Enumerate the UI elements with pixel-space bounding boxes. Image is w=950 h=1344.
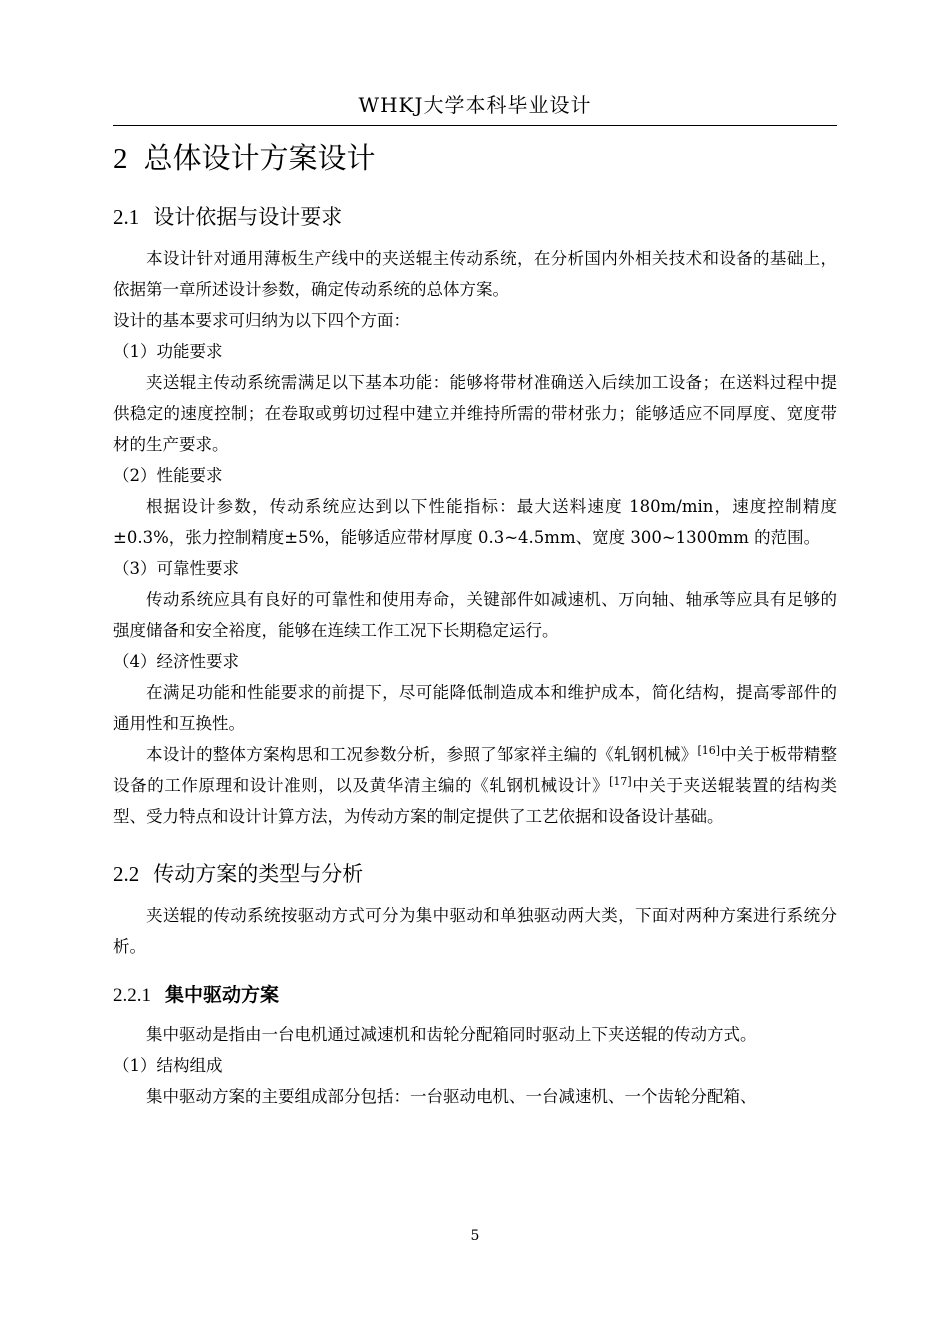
requirement-1-text: 夹送辊主传动系统需满足以下基本功能：能够将带材准确送入后续加工设备；在送料过程中提供稳定的速度控制；在卷取或剪切过程中建立并维持所需的带材张力；能够适应不同厚度、宽度带材的生产要求。 [113,373,837,454]
section-title: 设计依据与设计要求 [153,205,343,229]
paragraph-intro: 本设计针对通用薄板生产线中的夹送辊主传动系统，在分析国内外相关技术和设备的基础上，依据第一章所述设计参数，确定传动系统的总体方案。 [113,249,837,299]
paragraph-lead: 设计的基本要求可归纳为以下四个方面： [113,311,410,330]
subsection-heading-2-2-1 [113,978,837,1013]
paragraph-subsection-intro: 集中驱动是指由一台电机通过减速机和齿轮分配箱同时驱动上下夹送辊的传动方式。 [146,1025,757,1044]
section-heading-2-2 [113,856,837,892]
running-header: WHKJ大学本科毕业设计 [358,93,592,117]
citation-16: [16] [697,744,721,757]
requirement-2-text: 根据设计参数，传动系统应达到以下性能指标：最大送料速度 180m/min，速度控制精度±0.3%，张力控制精度±5%，能够适应带材厚度 0.3~4.5mm、宽度 300~1300mm 的范围。 [113,497,837,547]
requirement-2-label: （2）性能要求 [113,466,223,485]
structure-text: 集中驱动方案的主要组成部分包括：一台驱动电机、一台减速机、一个齿轮分配箱、 [146,1087,757,1106]
header-rule [113,125,837,126]
section-title: 传动方案的类型与分析 [153,862,364,886]
page-number: 5 [470,1228,480,1244]
structure-label: （1）结构组成 [113,1056,223,1075]
chapter-title: 总体设计方案设计 [143,141,376,175]
subsection-title: 集中驱动方案 [165,984,280,1006]
chapter-heading [113,136,837,181]
reference-text-2: 中关于板带精整设备的工作原理和设计准则，以及黄华清主编的《轧钢机械设计》 [113,745,838,795]
chapter-number: 2 [113,143,128,175]
paragraph-section-2-2-intro: 夹送辊的传动系统按驱动方式可分为集中驱动和单独驱动两大类，下面对两种方案进行系统分析。 [113,906,837,956]
page-content [113,128,837,1112]
requirement-3-text: 传动系统应具有良好的可靠性和使用寿命，关键部件如减速机、万向轴、轴承等应具有足够的强度储备和安全裕度，能够在连续工作工况下长期稳定运行。 [113,590,837,640]
reference-text-3: 中关于夹送辊装置的结构类型、受力特点和设计计算方法，为传动方案的制定提供了工艺依据和设备设计基础。 [113,776,838,826]
section-number: 2.2 [113,862,140,886]
reference-text-1: 本设计的整体方案构思和工况参数分析，参照了邹家祥主编的《轧钢机械》 [146,745,698,764]
citation-17: [17] [609,775,632,788]
section-heading-2-1 [113,199,837,235]
requirement-4-label: （4）经济性要求 [113,652,239,671]
requirement-3-label: （3）可靠性要求 [113,559,239,578]
section-number: 2.1 [113,205,140,229]
subsection-number: 2.2.1 [113,985,151,1006]
requirement-4-text: 在满足功能和性能要求的前提下，尽可能降低制造成本和维护成本，简化结构，提高零部件的通用性和互换性。 [113,683,837,733]
requirement-1-label: （1）功能要求 [113,342,223,361]
paragraph-references [113,739,837,832]
